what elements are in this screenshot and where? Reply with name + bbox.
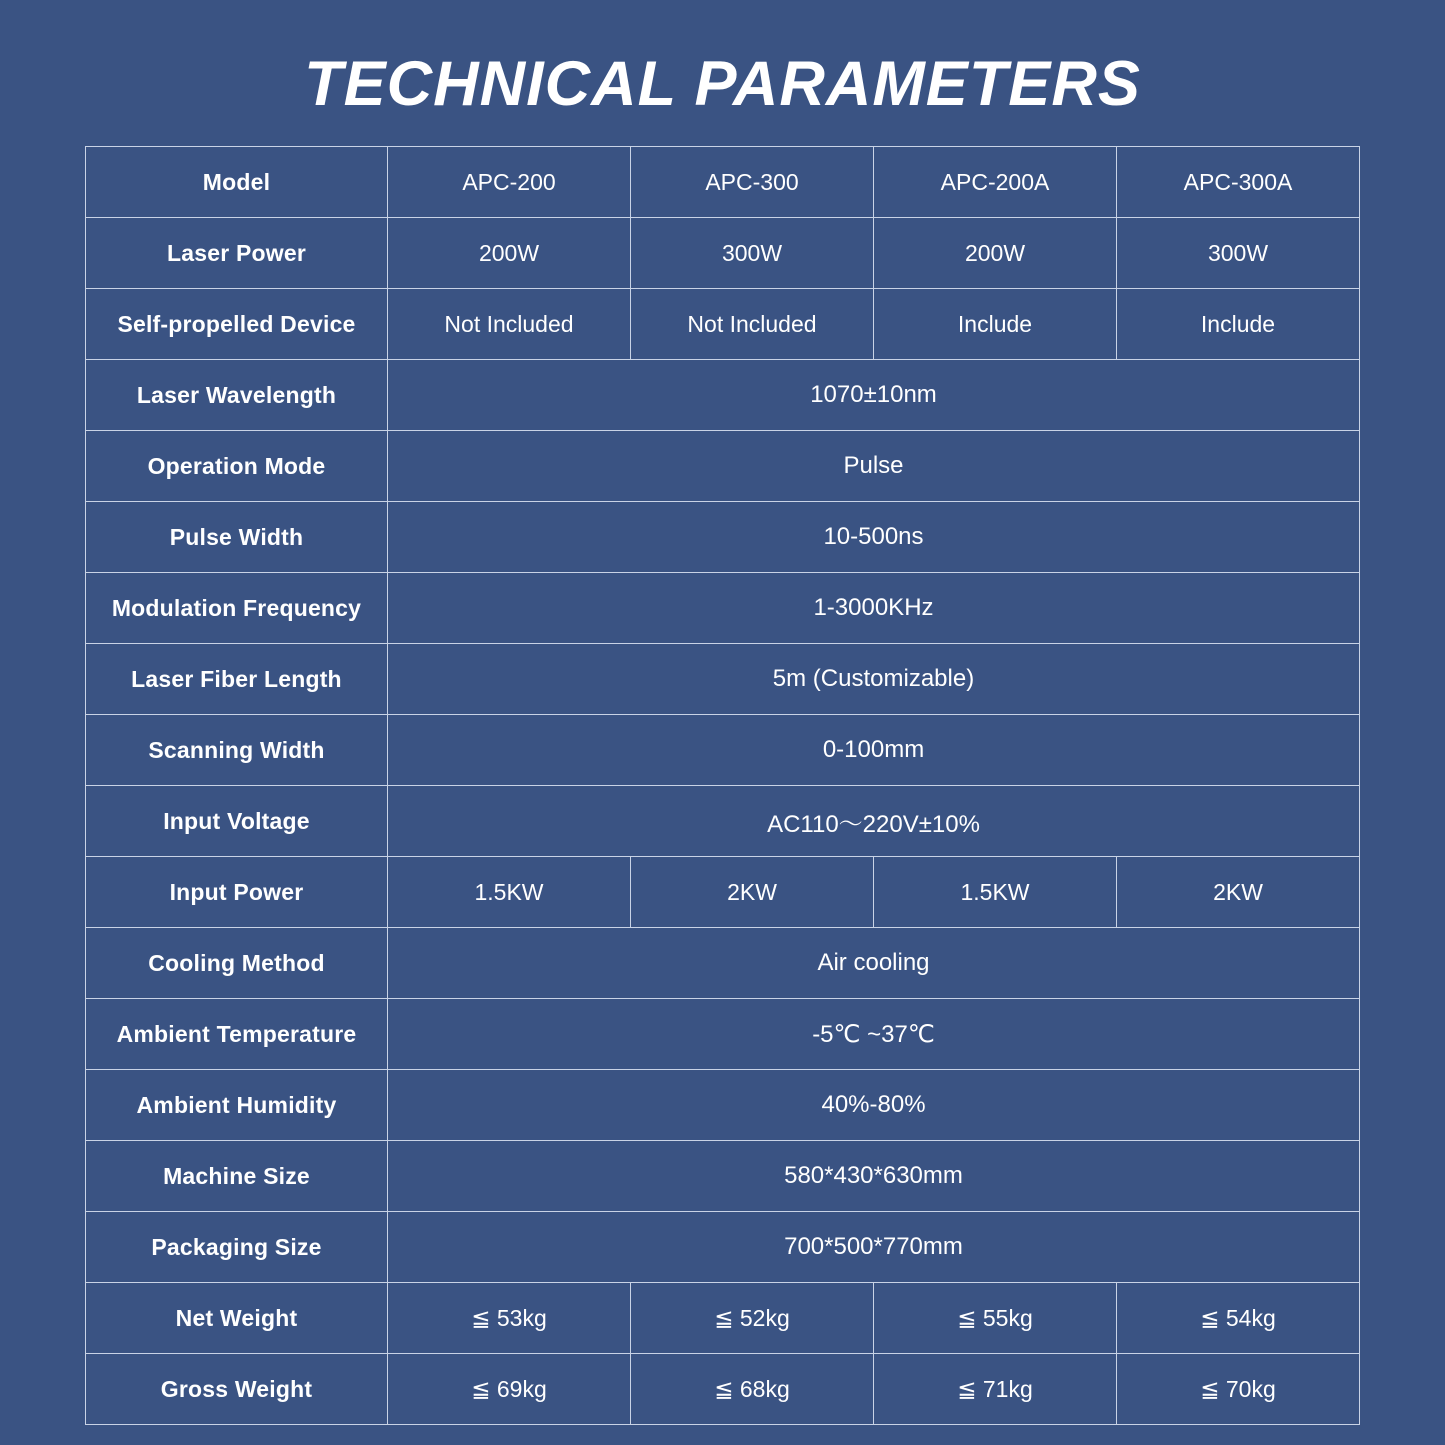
row-value: Pulse [388, 431, 1360, 502]
table-row [86, 1212, 1360, 1283]
row-value: Include [1117, 289, 1360, 360]
row-value: 2KW [1117, 857, 1360, 928]
table-body [86, 147, 1360, 1425]
row-value: 0-100mm [388, 715, 1360, 786]
table-row [86, 644, 1360, 715]
row-value: 1070±10nm [388, 360, 1360, 431]
row-value: 300W [1117, 218, 1360, 289]
row-value: APC-300A [1117, 147, 1360, 218]
table-row [86, 502, 1360, 573]
technical-parameters-table [85, 146, 1360, 1425]
row-value: ≦ 68kg [631, 1354, 874, 1425]
table-row [86, 218, 1360, 289]
row-value: 580*430*630mm [388, 1141, 1360, 1212]
row-label: Cooling Method [86, 928, 388, 999]
row-value: 10-500ns [388, 502, 1360, 573]
row-value: APC-300 [631, 147, 874, 218]
table-row [86, 786, 1360, 857]
row-label: Packaging Size [86, 1212, 388, 1283]
row-value: 200W [388, 218, 631, 289]
row-value: ≦ 54kg [1117, 1283, 1360, 1354]
row-label: Net Weight [86, 1283, 388, 1354]
row-label: Model [86, 147, 388, 218]
row-label: Ambient Temperature [86, 999, 388, 1070]
row-value: Air cooling [388, 928, 1360, 999]
table-row [86, 289, 1360, 360]
row-value: ≦ 53kg [388, 1283, 631, 1354]
table-row [86, 1283, 1360, 1354]
row-value: 40%-80% [388, 1070, 1360, 1141]
table-row [86, 1354, 1360, 1425]
row-value: APC-200A [874, 147, 1117, 218]
row-value: ≦ 52kg [631, 1283, 874, 1354]
page-title: TECHNICAL PARAMETERS [304, 49, 1141, 119]
row-value: 300W [631, 218, 874, 289]
row-label: Operation Mode [86, 431, 388, 502]
row-value: 700*500*770mm [388, 1212, 1360, 1283]
table-row [86, 431, 1360, 502]
row-value: 2KW [631, 857, 874, 928]
row-value: 1.5KW [388, 857, 631, 928]
table-row [86, 147, 1360, 218]
row-value: 5m (Customizable) [388, 644, 1360, 715]
row-value: ≦ 69kg [388, 1354, 631, 1425]
row-label: Laser Wavelength [86, 360, 388, 431]
row-value: AC110～220V±10% [388, 786, 1360, 857]
row-label: Ambient Humidity [86, 1070, 388, 1141]
row-value: 1.5KW [874, 857, 1117, 928]
row-value: 1-3000KHz [388, 573, 1360, 644]
row-label: Input Power [86, 857, 388, 928]
row-label: Pulse Width [86, 502, 388, 573]
row-label: Machine Size [86, 1141, 388, 1212]
row-value: ≦ 55kg [874, 1283, 1117, 1354]
row-value: 200W [874, 218, 1117, 289]
row-label: Gross Weight [86, 1354, 388, 1425]
row-value: Not Included [631, 289, 874, 360]
table-row [86, 715, 1360, 786]
row-value: APC-200 [388, 147, 631, 218]
row-value: Include [874, 289, 1117, 360]
row-value: -5℃ ~37℃ [388, 999, 1360, 1070]
row-value: ≦ 71kg [874, 1354, 1117, 1425]
row-label: Input Voltage [86, 786, 388, 857]
table-row [86, 999, 1360, 1070]
row-value: Not Included [388, 289, 631, 360]
row-value: ≦ 70kg [1117, 1354, 1360, 1425]
row-label: Laser Power [86, 218, 388, 289]
table-row [86, 360, 1360, 431]
table-row [86, 1070, 1360, 1141]
table-row [86, 573, 1360, 644]
row-label: Self-propelled Device [86, 289, 388, 360]
table-row [86, 928, 1360, 999]
row-label: Scanning Width [86, 715, 388, 786]
table-row [86, 1141, 1360, 1212]
row-label: Modulation Frequency [86, 573, 388, 644]
table-row [86, 857, 1360, 928]
row-label: Laser Fiber Length [86, 644, 388, 715]
